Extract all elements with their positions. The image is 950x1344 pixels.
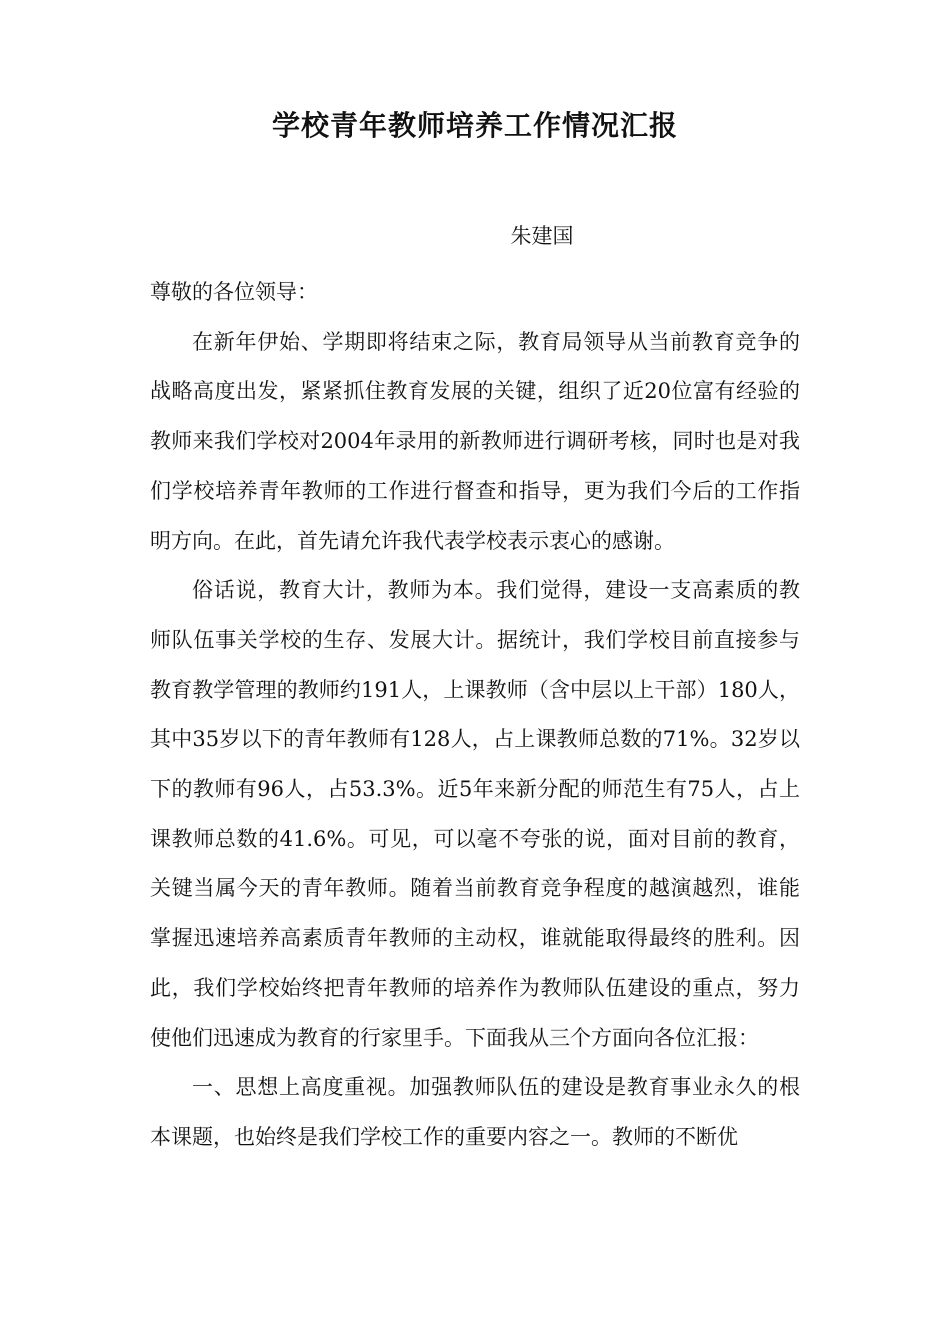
salutation: 尊敬的各位领导：	[150, 280, 318, 304]
paragraph-intro: 在新年伊始、学期即将结束之际，教育局领导从当前教育竞争的战略高度出发，紧紧抓住教育发展的关键，组织了近20位富有经验的教师来我们学校对2004年录用的新教师进行调研考核，同时也是对我们学校培养青年教师的工作进行督查和指导，更为我们今后的工作指明方向。在此，首先请允许我代表学校表示衷心的感谢。	[150, 329, 800, 553]
document-title: 学校青年教师培养工作情况汇报	[271, 109, 678, 142]
author-name: 朱建国	[510, 224, 574, 248]
paragraph-statistics: 俗话说，教育大计，教师为本。我们觉得，建设一支高素质的教师队伍事关学校的生存、发展大计。据统计，我们学校目前直接参与教育教学管理的教师约191人，上课教师（含中层以上干部）180人，其中35岁以下的青年教师有128人，占上课教师总数的71%。32岁以下的教师有96人，占53.3%。近5年来新分配的师范生有75人，占上课教师总数的41.6%。可见，可以毫不夸张的说，面对目前的教育，关键当属今天的青年教师。随着当前教育竞争程度的越演越烈，谁能掌握迅速培养高素质青年教师的主动权，谁就能取得最终的胜利。因此，我们学校始终把青年教师的培养作为教师队伍建设的重点，努力使他们迅速成为教育的行家里手。下面我从三个方面向各位汇报：	[150, 578, 800, 1050]
document-body	[150, 268, 800, 1163]
paragraph-section-one: 一、思想上高度重视。加强教师队伍的建设是教育事业永久的根本课题，也始终是我们学校工作的重要内容之一。教师的不断优	[150, 1075, 800, 1149]
